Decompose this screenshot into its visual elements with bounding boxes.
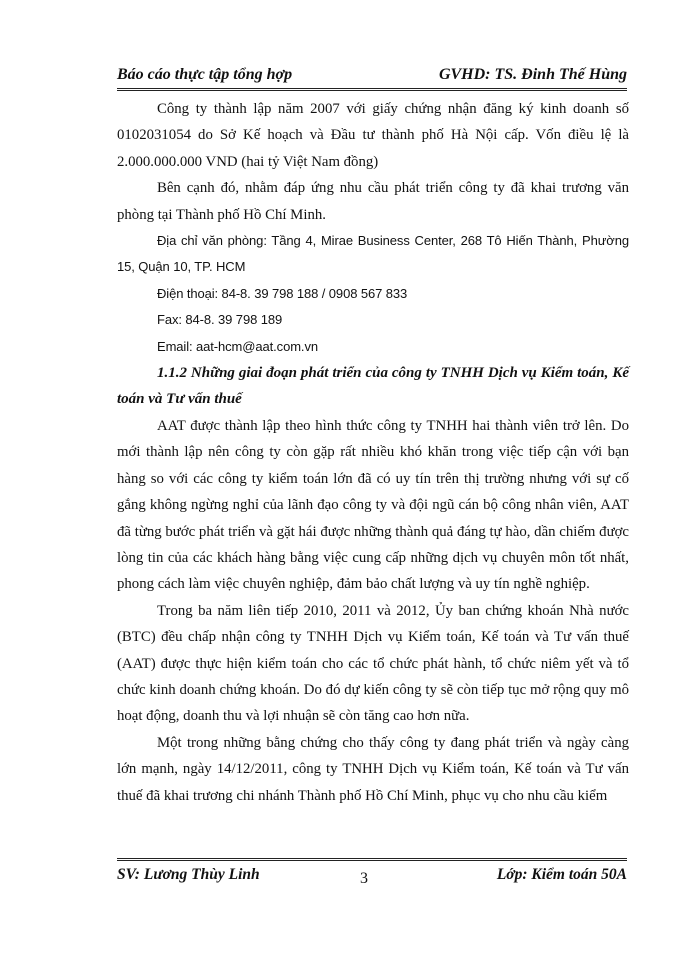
paragraph-founding: Công ty thành lập năm 2007 với giấy chứng nhận đăng ký kinh doanh số 0102031054 do Sở Kế hoạch và Đầu tư thành phố Hà Nội cấp. Vốn điều lệ là 2.000.000.000 VND (hai tỷ Việt Nam đồng): [117, 101, 629, 170]
paragraph-fax: Fax: 84-8. 39 798 189: [157, 312, 283, 328]
page-number: 3: [360, 870, 368, 887]
paragraph-email: Email: aat-hcm@aat.com.vn: [157, 338, 318, 354]
footer-student-name: SV: Lương Thùy Linh: [117, 866, 260, 883]
document-body: [117, 96, 629, 809]
paragraph-office-address: Địa chỉ văn phòng: Tầng 4, Mirae Business Center, 268 Tô Hiến Thành, Phường 15, Quận 10, TP. HCM: [117, 233, 629, 275]
paragraph-branch-opening: Một trong những bằng chứng cho thấy công ty đang phát triển và ngày càng lớn mạnh, ngày 14/12/2011, công ty TNHH Dịch vụ Kiểm toán, Kế toán và Tư vấn thuế đã khai trương chi nhánh Thành phố Hồ Chí Minh, phục vụ cho nhu cầu kiểm: [117, 734, 629, 804]
page-footer: [117, 866, 627, 890]
header-report-title: Báo cáo thực tập tổng hợp: [117, 66, 293, 83]
section-heading: 1.1.2 Những giai đoạn phát triển của công ty TNHH Dịch vụ Kiểm toán, Kế toán và Tư vấn thuế: [117, 365, 629, 408]
paragraph-ssc-approval: Trong ba năm liên tiếp 2010, 2011 và 2012, Ủy ban chứng khoán Nhà nước (BTC) đều chấp nhận công ty TNHH Dịch vụ Kiểm toán, Kế toán và Tư vấn thuế (AAT) được thực hiện kiểm toán cho các tổ chức phát hành, tổ chức niêm yết và tổ chức kinh doanh chứng khoán. Do đó dự kiến công ty sẽ còn tiếp tục mở rộng quy mô hoạt động, doanh thu và lợi nhuận sẽ còn tăng cao hơn nữa.: [117, 602, 629, 725]
paragraph-phone: Điện thoại: 84-8. 39 798 188 / 0908 567 833: [157, 285, 408, 301]
paragraph-development: AAT được thành lập theo hình thức công ty TNHH hai thành viên trở lên. Do mới thành lập nên công ty còn gặp rất nhiều khó khăn trong việc tiếp cận với bạn hàng so với các công ty kiểm toán lớn đã có uy tín trên thị trường nhưng với sự cố gắng không ngừng nghỉ của lãnh đạo công ty và đội ngũ cán bộ công nhân viên, AAT đã từng bước phát triển và gặt hái được những thành quả đáng tự hào, dần chiếm được lòng tin của các khách hàng bằng việc cung cấp những dịch vụ chuyên môn tốt nhất, phong cách làm việc chuyên nghiệp, đảm bảo chất lượng và uy tín nghề nghiệp.: [117, 417, 629, 593]
paragraph-hcm-office: Bên cạnh đó, nhằm đáp ứng nhu cầu phát triển công ty đã khai trương văn phòng tại Thành phố Hồ Chí Minh.: [117, 180, 629, 223]
header-divider: [117, 88, 627, 93]
page-header: [117, 66, 627, 86]
footer-class: Lớp: Kiểm toán 50A: [496, 866, 627, 883]
footer-divider: [117, 858, 627, 863]
header-supervisor: GVHD: TS. Đinh Thế Hùng: [438, 66, 627, 83]
